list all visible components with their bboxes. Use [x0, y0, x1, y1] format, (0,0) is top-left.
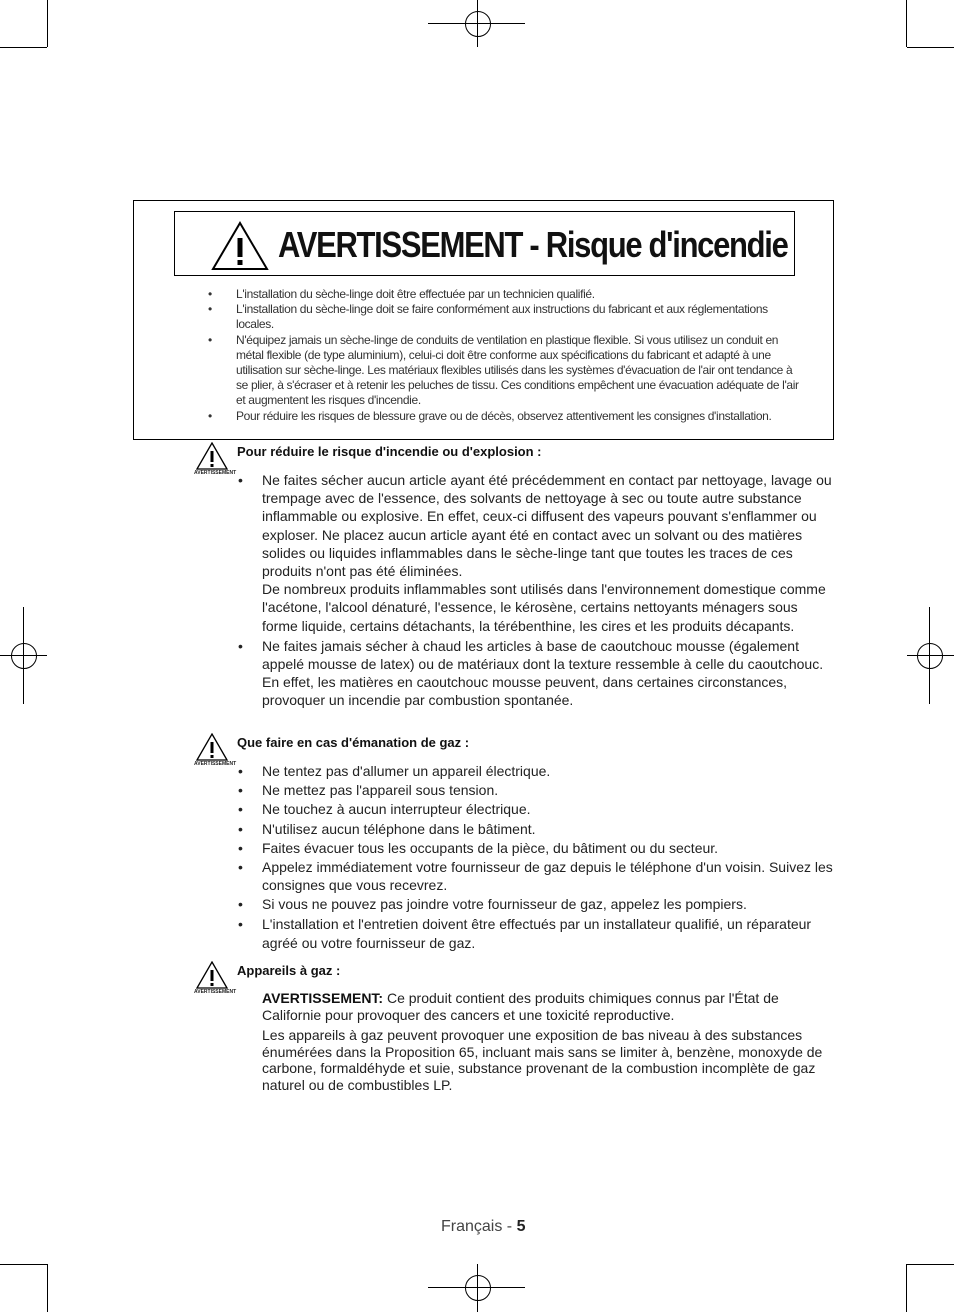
footer-language: Français - — [441, 1218, 517, 1235]
crop-mark — [907, 47, 954, 48]
crop-mark — [47, 0, 48, 47]
crop-mark — [906, 0, 907, 47]
warning-icon-label: AVERTISSEMENT — [194, 761, 237, 767]
fire-warning-box — [133, 200, 834, 440]
exposure-paragraph: Les appareils à gaz peuvent provoquer une exposition de bas niveau à des substances énumérées dans la Proposition 65, incluant mais sans se limiter à, benzène, monoxyde de carbone, formaldéhyde et suie, substance provenant de la combustion incomplète de gaz naturel ou de combustibles LP. — [262, 1027, 823, 1093]
warning-triangle-icon — [196, 442, 228, 470]
list-item: • Si vous ne pouvez pas joindre votre fournisseur de gaz, appelez les pompiers. — [238, 896, 747, 913]
section-title: Que faire en cas d'émanation de gaz : — [237, 735, 470, 750]
list-item: • L'installation et l'entretien doivent être effectués par un installateur qualifié, un réparateur agréé ou votre fournisseur de gaz. — [238, 915, 812, 951]
crop-mark — [47, 1264, 48, 1312]
fire-warning-list — [206, 287, 802, 424]
warning-title-bar — [174, 211, 795, 276]
list-item: • Pour réduire les risques de blessure grave ou de décès, observez attentivement les consignes d'installation. — [208, 408, 772, 423]
list-item: • N'utilisez aucun téléphone dans le bâtiment. — [238, 820, 536, 837]
list-item: • Appelez immédiatement votre fournisseur de gaz depuis le téléphone d'un voisin. Suivez les consignes que vous recevrez. — [238, 859, 833, 894]
crop-mark — [906, 1264, 907, 1312]
warning-triangle-icon — [196, 733, 228, 761]
prop65-label: AVERTISSEMENT: — [262, 990, 384, 1006]
section-title: Pour réduire le risque d'incendie ou d'explosion : — [237, 444, 542, 459]
warning-triangle-icon — [196, 961, 228, 989]
list-item: • Ne faites sécher aucun article ayant été précédemment en contact par nettoyage, lavage ou trempage avec de l'essence, des solvants de nettoyage à sec ou toute autre substance inflammable ou explosive. En effet, ceux-ci diffusent des vapeurs pouvant s'enflammer ou exploser. Ne placez aucun article ayant été en contact avec un solvant ou des matières solides ou liquides inflammables dans le sèche-linge tant que toutes les traces de ces produits n'ont pas été éliminées. De nombreux produits inflammables sont utilisés dans l'environnement domestique comme l'acétone, l'alcool dénaturé, l'essence, le kérosène, certains nettoyants ménagers sous forme liquide, certains détachants, la térébenthine, les cires et les produits décapants. — [238, 472, 832, 634]
list-item: • Ne mettez pas l'appareil sous tension. — [238, 782, 499, 799]
list-item: • L'installation du sèche-linge doit être effectuée par un technicien qualifié. — [208, 287, 595, 301]
continuation-text: De nombreux produits inflammables sont utilisés dans l'environnement domestique comme l'acétone, l'alcool dénaturé, l'essence, le kérosène, certains nettoyants ménagers sous forme liquide, certains détachants, la térébenthine, les cires et les produits décapants. — [262, 581, 826, 634]
crop-mark — [0, 1264, 47, 1265]
warning-icon-label: AVERTISSEMENT — [194, 470, 237, 476]
page-footer — [441, 1218, 525, 1236]
page-number: 5 — [516, 1218, 526, 1235]
list-item: • Faites évacuer tous les occupants de la pièce, du bâtiment ou du secteur. — [238, 839, 719, 856]
warning-triangle-icon — [211, 221, 269, 271]
gas-leak-section — [194, 735, 836, 953]
crop-mark — [907, 1264, 954, 1265]
section-title: Appareils à gaz : — [237, 963, 341, 978]
list-item: • Ne tentez pas d'allumer un appareil électrique. — [238, 763, 551, 779]
warning-title: AVERTISSEMENT - Risque d'incendie — [278, 224, 788, 265]
fire-explosion-section — [194, 444, 836, 710]
warning-icon-label: AVERTISSEMENT — [194, 989, 237, 995]
list-item: • Ne faites jamais sécher à chaud les articles à base de caoutchouc mousse (également appelé mousse de latex) ou de matériaux dont la texture ressemble à celle du caoutchouc. En effet, les matières en caoutchouc mousse peuvent, dans certaines circonstances, provoquer un incendie par combustion spontanée. — [238, 637, 824, 709]
list-item: • L'installation du sèche-linge doit se faire conformément aux instructions du fabricant et aux réglementations locales. — [208, 302, 768, 332]
list-item: • Ne touchez à aucun interrupteur électrique. — [238, 801, 531, 818]
list-item: • N'équipez jamais un sèche-linge de conduits de ventilation en plastique flexible. Si vous utilisez un conduit en métal flexible (de type aluminium), celui-ci doit être conforme aux spécifications du fabricant et adapté à une utilisation sur sèche-linge. Les matériaux flexibles utilisés dans les systèmes d'évacuation de l'air ont tendance à se plier, à s'écraser et à retenir les peluches de tissu. Ces conditions empêchent une évacuation adéquate de l'air et augmentent les risques d'incendie. — [208, 332, 799, 408]
gas-appliances-section — [194, 963, 836, 1093]
crop-mark — [0, 47, 47, 48]
prop65-warning: AVERTISSEMENT: Ce produit contient des produits chimiques connus par l'État de Californie pour provoquer des cancers et une toxicité reproductive. — [262, 990, 779, 1023]
